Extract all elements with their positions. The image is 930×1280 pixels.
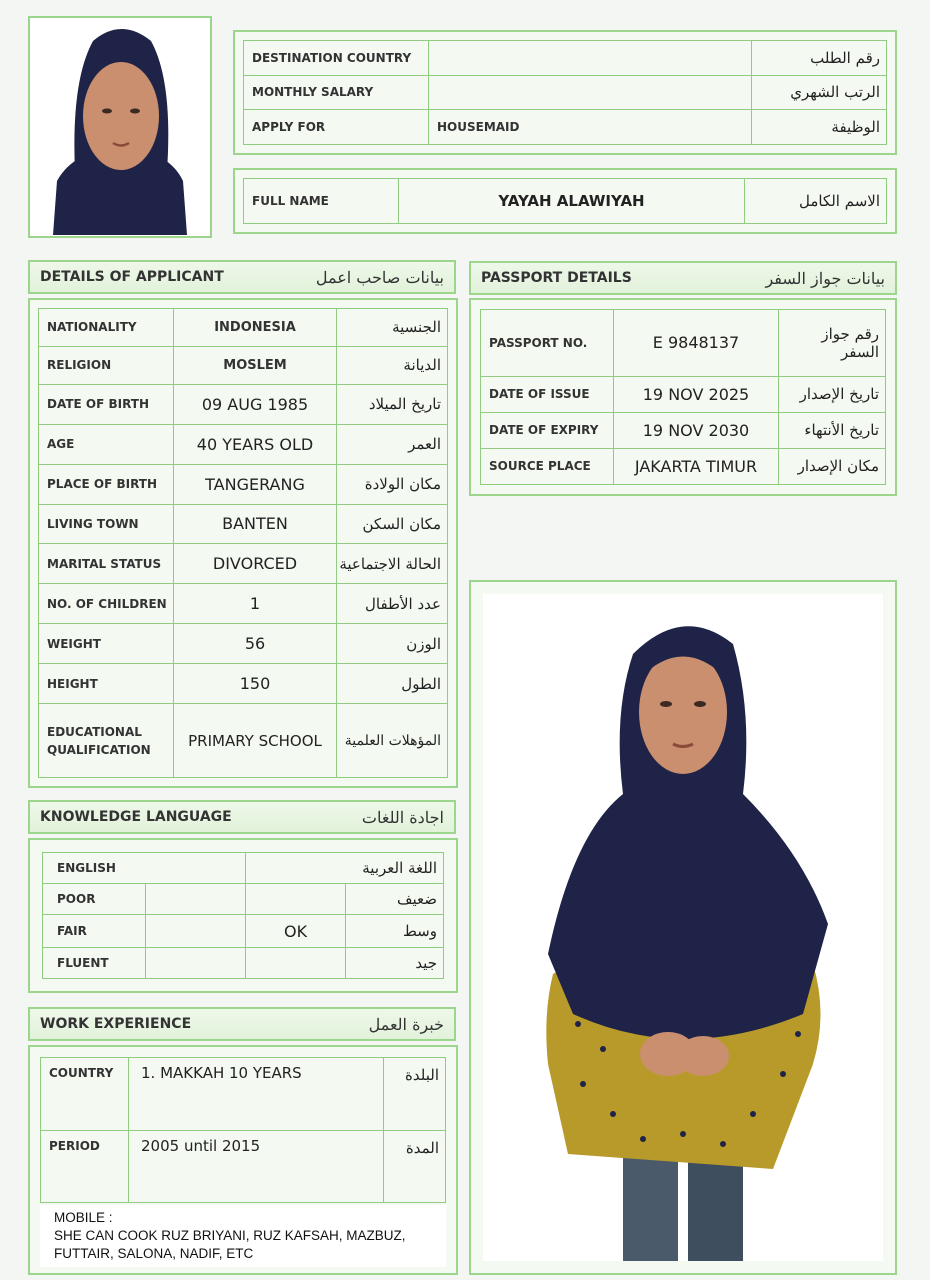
applicant-details-box xyxy=(28,298,458,788)
fluent-english-value xyxy=(146,947,246,978)
date-of-issue-value: 19 NOV 2025 xyxy=(614,376,779,412)
place-of-birth-label: PLACE OF BIRTH xyxy=(39,464,174,504)
applicant-title-ar: بيانات صاحب اعمل xyxy=(315,267,444,287)
full-body-photo xyxy=(483,594,883,1261)
religion-label: RELIGION xyxy=(39,346,174,384)
education-label: EDUCATIONAL QUALIFICATION xyxy=(39,704,174,778)
table-row xyxy=(481,310,886,377)
weight-arabic: الوزن xyxy=(337,624,448,664)
fair-arabic-value: OK xyxy=(246,915,346,948)
table-row xyxy=(481,448,886,484)
table-row xyxy=(481,376,886,412)
passport-no-value: E 9848137 xyxy=(614,310,779,377)
fair-label: FAIR xyxy=(43,915,146,948)
place-of-birth-arabic: مكان الولادة xyxy=(337,464,448,504)
work-title-ar: خبرة العمل xyxy=(368,1014,444,1034)
passport-details-table xyxy=(480,309,886,485)
applicant-title-en: DETAILS OF APPLICANT xyxy=(40,269,224,285)
table-row xyxy=(244,110,887,145)
table-row xyxy=(39,664,448,704)
language-title-en: KNOWLEDGE LANGUAGE xyxy=(40,809,232,825)
fluent-label: FLUENT xyxy=(43,947,146,978)
poor-arabic-value xyxy=(246,884,346,915)
height-label: HEIGHT xyxy=(39,664,174,704)
monthly-salary-arabic: الرتب الشهري xyxy=(752,75,887,110)
work-experience-table xyxy=(40,1057,446,1203)
age-label: AGE xyxy=(39,424,174,464)
applicant-section-title xyxy=(28,260,456,294)
nationality-label: NATIONALITY xyxy=(39,309,174,347)
table-row xyxy=(43,915,444,948)
table-row xyxy=(39,309,448,347)
period-arabic: المدة xyxy=(384,1131,446,1203)
period-label: PERIOD xyxy=(41,1131,129,1203)
table-row xyxy=(39,624,448,664)
weight-label: WEIGHT xyxy=(39,624,174,664)
cooking-skills-text: SHE CAN COOK RUZ BRIYANI, RUZ KAFSAH, MAZBUZ, FUTTAIR, SALONA, NADIF, ETC xyxy=(54,1228,406,1261)
date-of-birth-arabic: تاريخ الميلاد xyxy=(337,384,448,424)
living-town-value: BANTEN xyxy=(174,504,337,544)
table-row xyxy=(39,424,448,464)
passport-title-en: PASSPORT DETAILS xyxy=(481,270,632,286)
table-row xyxy=(43,884,444,915)
application-info-box xyxy=(233,30,897,155)
fluent-arabic-value xyxy=(246,947,346,978)
destination-country-arabic: رقم الطلب xyxy=(752,41,887,76)
source-place-label: SOURCE PLACE xyxy=(481,448,614,484)
full-name-value: YAYAH ALAWIYAH xyxy=(399,179,745,224)
fair-arabic: وسط xyxy=(346,915,444,948)
date-of-expiry-arabic: تاريخ الأنتهاء xyxy=(779,412,886,448)
full-name-arabic: الاسم الكامل xyxy=(745,179,887,224)
language-section-title xyxy=(28,800,456,834)
apply-for-value: HOUSEMAID xyxy=(429,110,752,145)
date-of-expiry-value: 19 NOV 2030 xyxy=(614,412,779,448)
poor-english-value xyxy=(146,884,246,915)
table-row xyxy=(43,853,444,884)
portrait-photo xyxy=(33,21,209,235)
table-row xyxy=(39,584,448,624)
table-row xyxy=(244,179,887,224)
living-town-label: LIVING TOWN xyxy=(39,504,174,544)
table-row xyxy=(41,1058,446,1131)
passport-section-title xyxy=(469,261,897,295)
application-info-table xyxy=(243,40,887,145)
education-value: PRIMARY SCHOOL xyxy=(174,704,337,778)
date-of-expiry-label: DATE OF EXPIRY xyxy=(481,412,614,448)
destination-country-value xyxy=(429,41,752,76)
apply-for-label: APPLY FOR xyxy=(244,110,429,145)
table-row xyxy=(39,544,448,584)
children-value: 1 xyxy=(174,584,337,624)
monthly-salary-value xyxy=(429,75,752,110)
table-row xyxy=(39,704,448,778)
applicant-details-table xyxy=(38,308,448,778)
religion-value: MOSLEM xyxy=(174,346,337,384)
age-value: 40 YEARS OLD xyxy=(174,424,337,464)
weight-value: 56 xyxy=(174,624,337,664)
passport-no-label: PASSPORT NO. xyxy=(481,310,614,377)
language-box xyxy=(28,838,458,993)
poor-arabic: ضعيف xyxy=(346,884,444,915)
table-row xyxy=(244,75,887,110)
mobile-label: MOBILE : xyxy=(54,1210,113,1225)
passport-details-box xyxy=(469,298,897,496)
date-of-birth-label: DATE OF BIRTH xyxy=(39,384,174,424)
age-arabic: العمر xyxy=(337,424,448,464)
period-value: 2005 until 2015 xyxy=(129,1131,384,1203)
table-row xyxy=(481,412,886,448)
date-of-issue-label: DATE OF ISSUE xyxy=(481,376,614,412)
full-name-table xyxy=(243,178,887,224)
children-arabic: عدد الأطفال xyxy=(337,584,448,624)
country-value: 1. MAKKAH 10 YEARS xyxy=(129,1058,384,1131)
children-label: NO. OF CHILDREN xyxy=(39,584,174,624)
table-row xyxy=(39,346,448,384)
poor-label: POOR xyxy=(43,884,146,915)
nationality-arabic: الجنسية xyxy=(337,309,448,347)
table-row xyxy=(39,384,448,424)
work-section-title xyxy=(28,1007,456,1041)
marital-status-arabic: الحالة الاجتماعية xyxy=(337,544,448,584)
work-title-en: WORK EXPERIENCE xyxy=(40,1016,192,1032)
place-of-birth-value: TANGERANG xyxy=(174,464,337,504)
country-arabic: البلدة xyxy=(384,1058,446,1131)
date-of-issue-arabic: تاريخ الإصدار xyxy=(779,376,886,412)
monthly-salary-label: MONTHLY SALARY xyxy=(244,75,429,110)
table-row xyxy=(43,947,444,978)
living-town-arabic: مكان السكن xyxy=(337,504,448,544)
date-of-birth-value: 09 AUG 1985 xyxy=(174,384,337,424)
work-experience-box xyxy=(28,1045,458,1275)
source-place-value: JAKARTA TIMUR xyxy=(614,448,779,484)
education-arabic: المؤهلات العلمية xyxy=(337,704,448,778)
arabic-header: اللغة العربية xyxy=(246,853,444,884)
destination-country-label: DESTINATION COUNTRY xyxy=(244,41,429,76)
table-row xyxy=(41,1131,446,1203)
full-name-label: FULL NAME xyxy=(244,179,399,224)
english-header: ENGLISH xyxy=(43,853,246,884)
mobile-note xyxy=(40,1205,446,1267)
language-title-ar: اجادة اللغات xyxy=(361,807,444,827)
apply-for-arabic: الوظيفة xyxy=(752,110,887,145)
language-table xyxy=(42,852,444,979)
country-label: COUNTRY xyxy=(41,1058,129,1131)
religion-arabic: الديانة xyxy=(337,346,448,384)
full-body-photo-frame xyxy=(469,580,897,1275)
passport-no-arabic: رقم جواز السفر xyxy=(779,310,886,377)
height-arabic: الطول xyxy=(337,664,448,704)
table-row xyxy=(39,504,448,544)
table-row xyxy=(244,41,887,76)
nationality-value: INDONESIA xyxy=(174,309,337,347)
fluent-arabic: جيد xyxy=(346,947,444,978)
portrait-photo-frame xyxy=(28,16,212,238)
marital-status-value: DIVORCED xyxy=(174,544,337,584)
full-name-box xyxy=(233,168,897,234)
height-value: 150 xyxy=(174,664,337,704)
source-place-arabic: مكان الإصدار xyxy=(779,448,886,484)
table-row xyxy=(39,464,448,504)
fair-english-value xyxy=(146,915,246,948)
passport-title-ar: بيانات جواز السفر xyxy=(765,268,885,288)
marital-status-label: MARITAL STATUS xyxy=(39,544,174,584)
